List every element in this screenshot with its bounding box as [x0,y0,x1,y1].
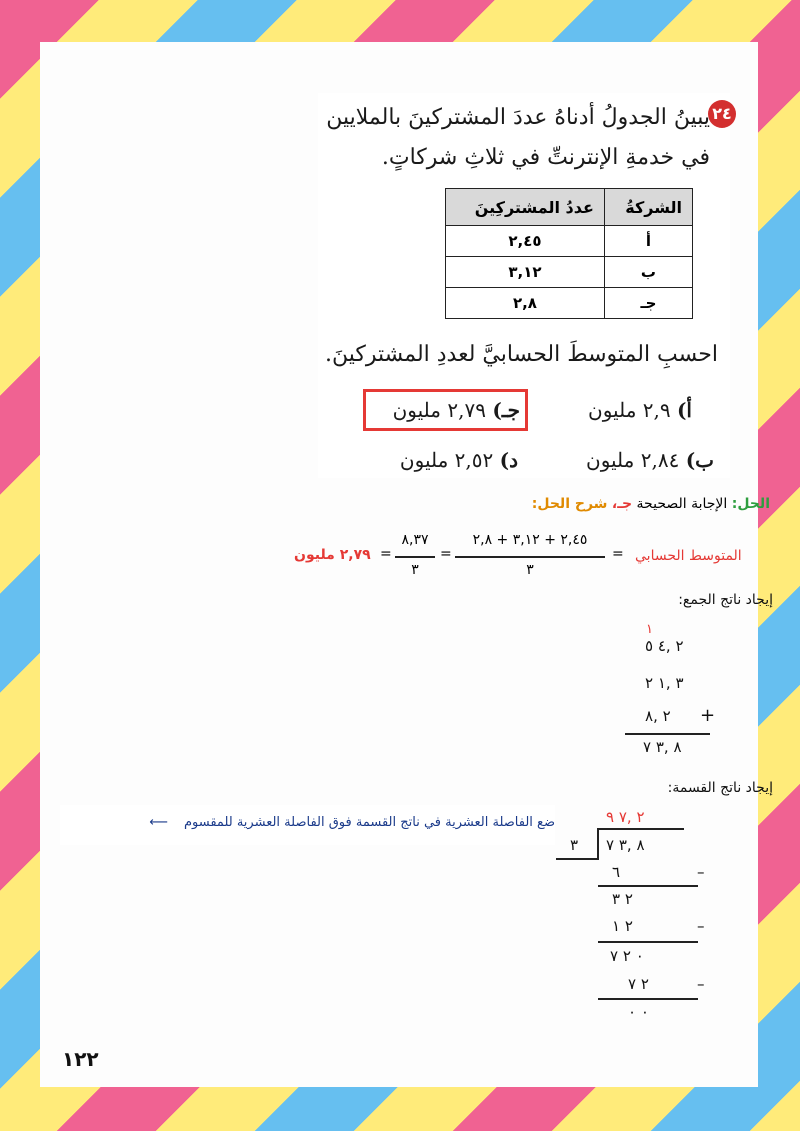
quotient: ٢ ,٧ ٩ [606,808,645,826]
equals-sign-2: = [440,546,452,562]
option-b-value: ٢,٨٤ مليون [586,448,680,472]
table-header-company: الشركةُ [604,189,692,226]
numerator-sum: ٢,٤٥ + ٣,١٢ + ٢,٨ [472,532,588,548]
mean-label: المتوسط الحسابي [635,548,742,564]
question-text: يبينُ الجدولُ أدناهُ عددَ المشتركينَ بالملايين في خدمةِ الإنترنتِّ في ثلاثِ شركاتٍ. [326,105,710,170]
denominator-2: ٣ [411,562,419,578]
equals-sign-1: = [612,546,624,562]
option-c-letter: جـ) [492,398,520,422]
question-number-badge: ٢٤ [708,100,736,128]
sum-result: ٨ ,٣ ٧ [643,738,682,756]
solution-line [532,496,770,512]
minus-sign: – [697,863,705,881]
numerator-total: ٨,٣٧ [401,532,429,548]
dividend: ٨ ,٣ ٧ [606,836,645,854]
division-top-line [598,828,684,830]
option-b-letter: ب) [685,448,714,472]
option-c-value: ٢,٧٩ مليون [392,398,486,422]
sum-heading: إيجاد ناتج الجمع: [678,592,773,608]
question-prompt: احسبِ المتوسطَ الحسابيَّ لعددِ المشتركينَ. [324,342,718,367]
division-step: ٦ [612,863,621,881]
divisor: ٣ [570,836,579,854]
addend-1: ٢ ,٤ ٥ [645,637,684,655]
option-a[interactable] [588,398,692,422]
division-remainder: ٠ ٠ [628,1003,649,1021]
addend-2: ٣ ,١ ٢ [645,674,684,692]
carry-digit: ١ [646,622,653,637]
option-d-value: ٢,٥٢ مليون [399,448,494,472]
denominator-1: ٣ [526,562,534,578]
table-cell-company: جـ [604,288,692,319]
division-heading: إيجاد ناتج القسمة: [667,780,773,796]
divisor-underline [556,858,599,860]
explanation-label: شرح الحل: [531,496,608,512]
table-row [446,226,693,257]
step-line [598,885,698,887]
note-text: ضع الفاصلة العشرية في ناتج القسمة فوق الفاصلة العشرية للمقسوم [183,815,555,830]
minus-sign: – [697,917,705,935]
division-step: ٠ ٢ ٧ [610,947,644,965]
option-a-letter: أ) [676,398,692,422]
arrow-left-icon: ⟵ [149,815,168,830]
option-b[interactable] [586,448,714,472]
subscribers-table [445,188,693,319]
division-step: ٢ ٣ [612,890,633,908]
decimal-note [149,815,555,830]
solution-label: الحل: [731,496,770,512]
addend-3: ٢ ,٨ [645,707,671,725]
division-step: ٢ ٧ [628,975,649,993]
step-line [598,998,698,1000]
option-a-value: ٢,٩ مليون [588,398,671,422]
decimal-note-box [60,805,555,845]
correct-answer-letter: جـ، [611,496,633,512]
sum-line [625,733,710,735]
plus-sign: + [700,705,716,726]
table-row [446,288,693,319]
equals-sign-3: = [380,546,392,562]
table-cell-company: أ [604,226,692,257]
option-d-letter: د) [499,448,518,472]
table-cell-count: ٢,٤٥ [446,226,605,257]
fraction-bar-2 [395,556,435,558]
step-line [598,941,698,943]
division-bracket [597,828,599,858]
division-step: ٢ ١ [612,917,633,935]
page-number: ١٢٢ [62,1047,99,1071]
table-row [446,257,693,288]
table-header-count: عددُ المشتركِينَ [446,189,605,226]
fraction-bar-1 [455,556,605,558]
table-cell-company: ب [604,257,692,288]
option-d[interactable] [400,448,518,472]
minus-sign: – [697,975,705,993]
table-cell-count: ٣,١٢ [446,257,605,288]
mean-result: ٢,٧٩ مليون [294,547,371,563]
table-cell-count: ٢,٨ [446,288,605,319]
correct-answer-text: الإجابة الصحيحة [636,496,728,512]
option-c[interactable] [393,398,520,422]
